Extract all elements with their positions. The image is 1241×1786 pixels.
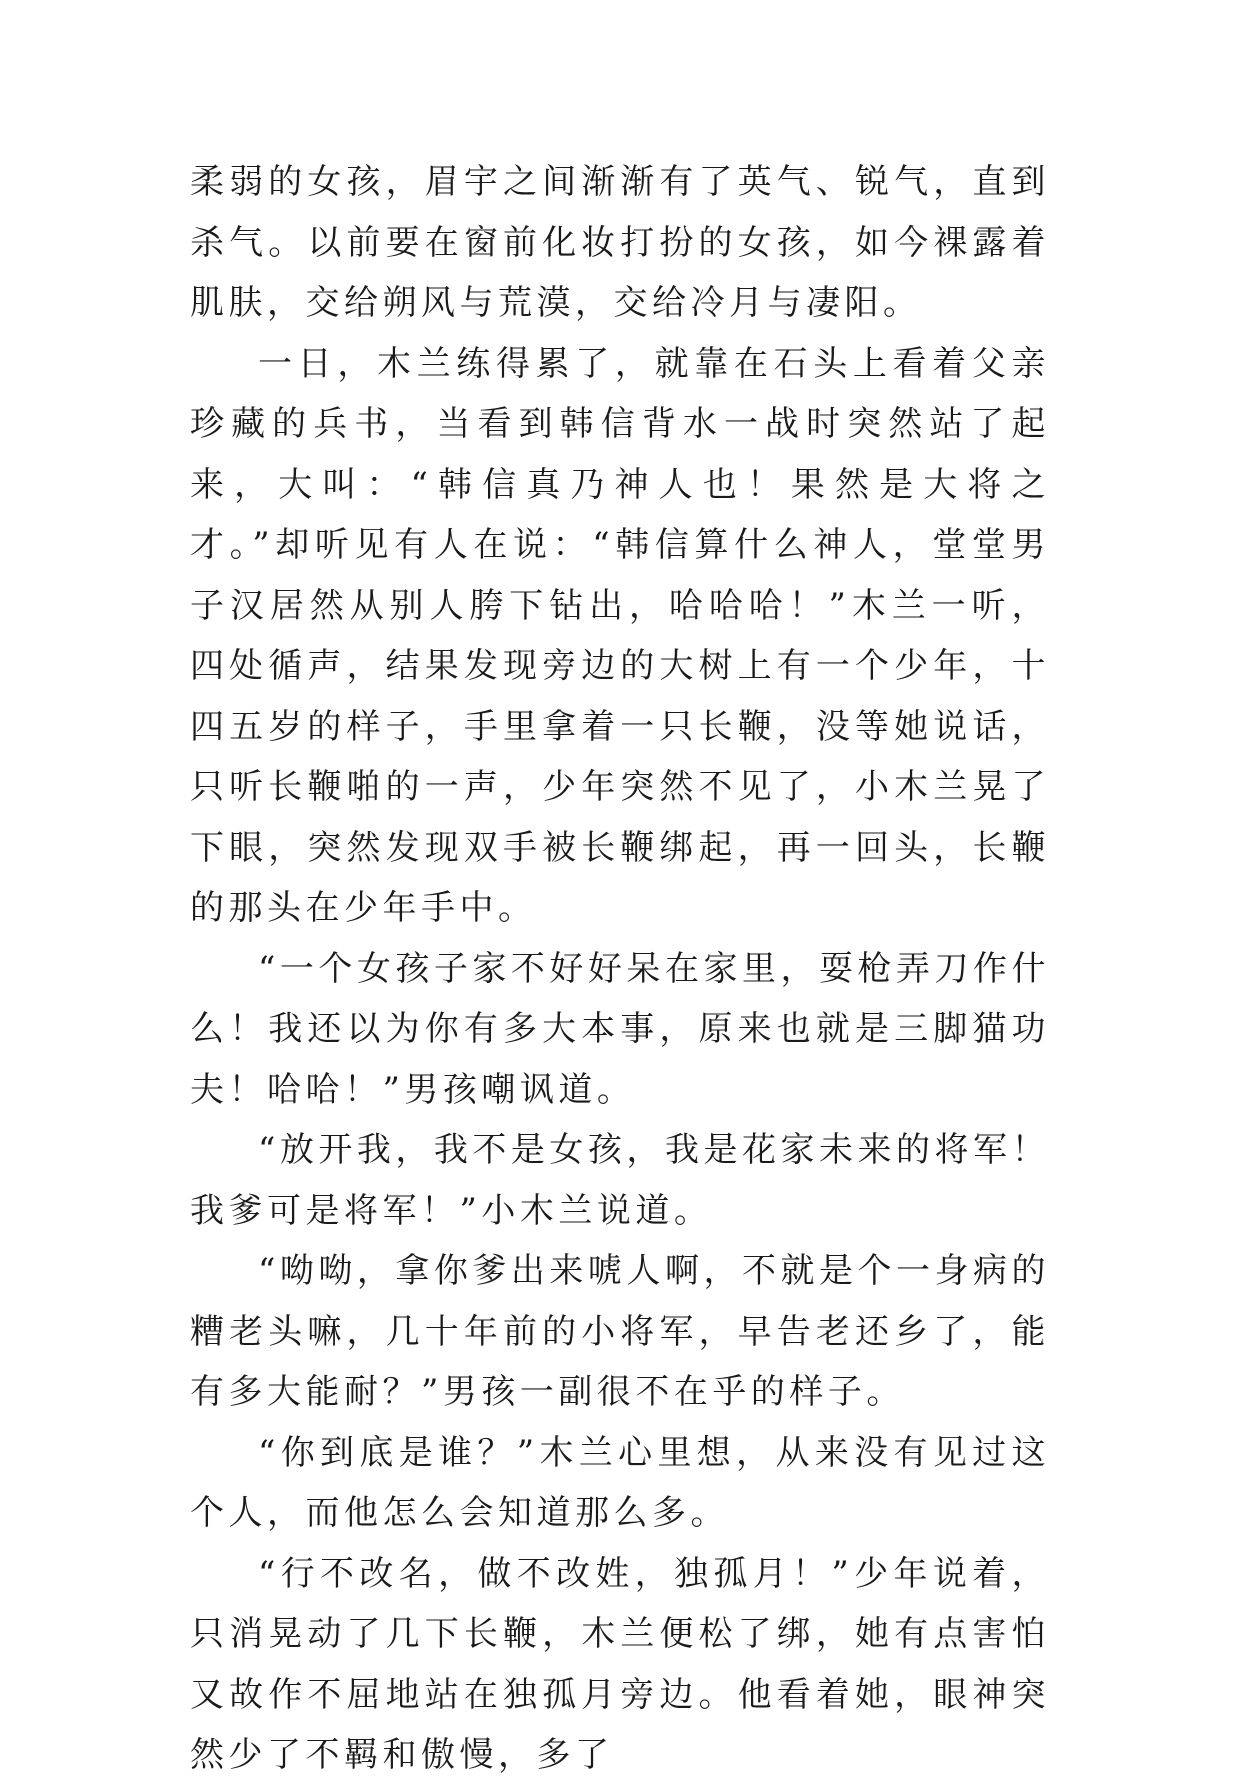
paragraph: “行不改名，做不改姓，独孤月！”少年说着，只消晃动了几下长鞭，木兰便松了绑，她有点害怕又故作不屈地站在独孤月旁边。他看着她，眼神突然少了不羁和傲慢，多了 (190, 1553, 1050, 1775)
paragraph: 柔弱的女孩，眉宇之间渐渐有了英气、锐气，直到杀气。以前要在窗前化妆打扮的女孩，如今裸露着肌肤，交给朔风与荒漠，交给冷月与凄阳。 (190, 162, 1050, 323)
paragraph: “你到底是谁？”木兰心里想，从来没有见过这个人，而他怎么会知道那么多。 (190, 1432, 1050, 1533)
paragraph: 一日，木兰练得累了，就靠在石头上看着父亲珍藏的兵书，当看到韩信背水一战时突然站了起来，大叫：“韩信真乃神人也！果然是大将之才。”却听见有人在说：“韩信算什么神人，堂堂男子汉居然从别人胯下钻出，哈哈哈！”木兰一听，四处循声，结果发现旁边的大树上有一个少年，十四五岁的样子，手里拿着一只长鞭，没等她说话，只听长鞭啪的一声，少年突然不见了，小木兰晃了下眼，突然发现双手被长鞭绑起，再一回头，长鞭的那头在少年手中。 (190, 343, 1050, 928)
paragraph: “一个女孩子家不好好呆在家里，耍枪弄刀作什么！我还以为你有多大本事，原来也就是三脚猫功夫！哈哈！”男孩嘲讽道。 (190, 948, 1050, 1110)
document-body (190, 152, 1050, 1786)
paragraph: “放开我，我不是女孩，我是花家未来的将军！我爹可是将军！”小木兰说道。 (190, 1130, 1050, 1231)
paragraph: “呦呦，拿你爹出来唬人啊，不就是个一身病的糟老头嘛，几十年前的小将军，早告老还乡了，能有多大能耐？”男孩一副很不在乎的样子。 (190, 1251, 1050, 1412)
